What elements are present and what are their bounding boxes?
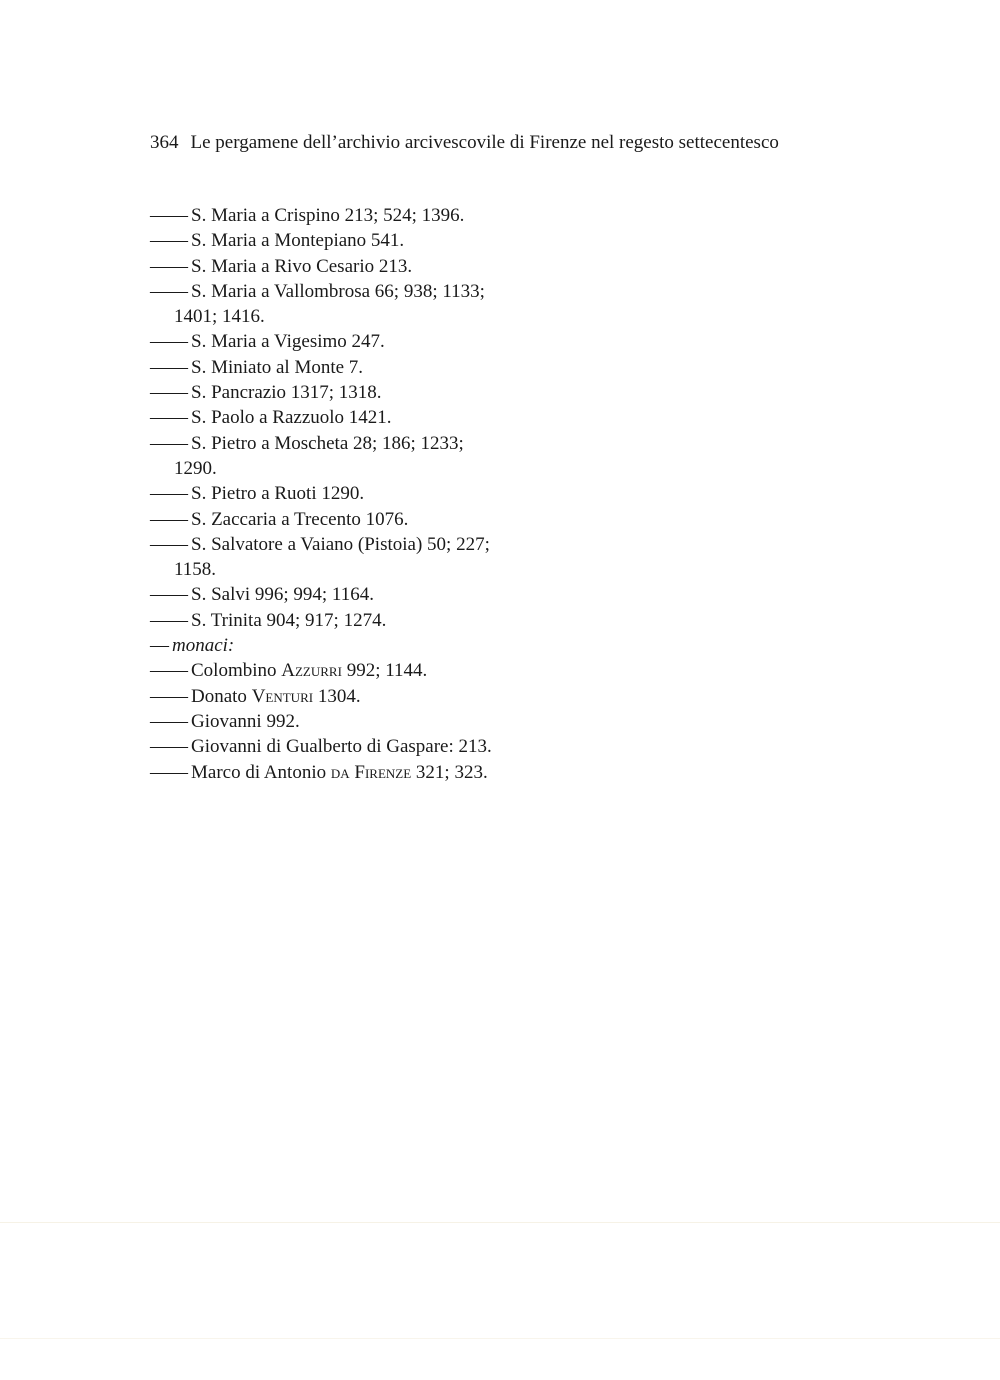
entry-dash: —— [150, 710, 188, 732]
index-entry [150, 582, 510, 607]
scan-edge-line [0, 1222, 1000, 1223]
entry-text: S. Zaccaria a Trecento 1076. [191, 508, 409, 530]
entry-text: S. Pietro a Moscheta 28; 186; 1233; 1290. [174, 432, 464, 479]
entry-refs: 1304. [313, 685, 361, 707]
index-entry [150, 329, 510, 354]
index-entry [150, 203, 510, 228]
index-subheading [150, 633, 510, 658]
entry-dash: —— [150, 609, 188, 631]
entry-text: S. Maria a Vigesimo 247. [191, 331, 385, 353]
index-entry [150, 380, 510, 405]
entry-text: Giovanni di Gualberto di Gaspare: 213. [191, 736, 492, 758]
entry-dash: —— [150, 432, 188, 454]
entry-dash: —— [150, 483, 188, 505]
entry-dash: —— [150, 736, 188, 758]
index-entry [150, 254, 510, 279]
index-entry [150, 760, 510, 785]
index-entry [150, 684, 510, 709]
entry-surname: Venturi [251, 685, 314, 707]
entry-dash: —— [150, 382, 188, 404]
entry-dash: —— [150, 407, 188, 429]
entry-dash: —— [150, 761, 188, 783]
entry-text: S. Maria a Rivo Cesario 213. [191, 255, 413, 277]
entry-text: S. Pancrazio 1317; 1318. [191, 382, 382, 404]
page-title: Le pergamene dell’archivio arcivescovile di Firenze nel regesto settecentesco [190, 132, 779, 153]
index-entry [150, 431, 510, 482]
index-entry [150, 279, 510, 330]
entry-dash: —— [150, 255, 188, 277]
entry-text: Giovanni 992. [191, 710, 300, 732]
entry-text: S. Maria a Crispino 213; 524; 1396. [191, 205, 465, 226]
entry-surname: da Firenze [330, 761, 412, 783]
entry-refs: 992; 1144. [341, 660, 428, 682]
index-entry [150, 709, 510, 734]
entry-text: S. Paolo a Razzuolo 1421. [191, 407, 392, 429]
subheading-text: monaci: [172, 635, 235, 657]
entry-dash: —— [150, 280, 188, 302]
index-entry [150, 532, 510, 583]
entry-dash: —— [150, 331, 188, 353]
entry-text: S. Maria a Montepiano 541. [191, 230, 405, 252]
scan-edge-line [0, 1338, 1000, 1339]
entry-name: Colombino [191, 660, 282, 682]
index-entry [150, 228, 510, 253]
entry-text: S. Maria a Vallombrosa 66; 938; 1133; 1401; 1416. [174, 280, 485, 328]
index-entry [150, 507, 510, 532]
entry-text: S. Trinita 904; 917; 1274. [191, 609, 387, 631]
entry-dash: —— [150, 660, 188, 682]
entry-dash: —— [150, 533, 188, 555]
index-entry [150, 734, 510, 759]
entry-name: Donato [191, 685, 252, 707]
index-entry [150, 481, 510, 506]
page-number: 364 [150, 132, 179, 153]
entry-text: S. Salvi 996; 994; 1164. [191, 584, 374, 606]
entry-dash: — [150, 635, 169, 657]
entry-text: S. Salvatore a Vaiano (Pistoia) 50; 227; 1158. [174, 533, 490, 581]
entry-text: S. Miniato al Monte 7. [191, 356, 364, 378]
entry-dash: —— [150, 508, 188, 530]
index-entry [150, 405, 510, 430]
entry-dash: —— [150, 230, 188, 252]
index-entry [150, 658, 510, 683]
index-list [150, 203, 510, 785]
entry-dash: —— [150, 205, 188, 226]
entry-surname: Azzurri [281, 660, 342, 682]
index-entry [150, 355, 510, 380]
entry-dash: —— [150, 685, 188, 707]
running-head [150, 130, 779, 156]
entry-dash: —— [150, 584, 188, 606]
entry-dash: —— [150, 356, 188, 378]
entry-text: S. Pietro a Ruoti 1290. [191, 483, 365, 505]
entry-refs: 321; 323. [411, 761, 488, 783]
entry-name: Marco di Antonio [191, 761, 331, 783]
index-entry [150, 608, 510, 633]
